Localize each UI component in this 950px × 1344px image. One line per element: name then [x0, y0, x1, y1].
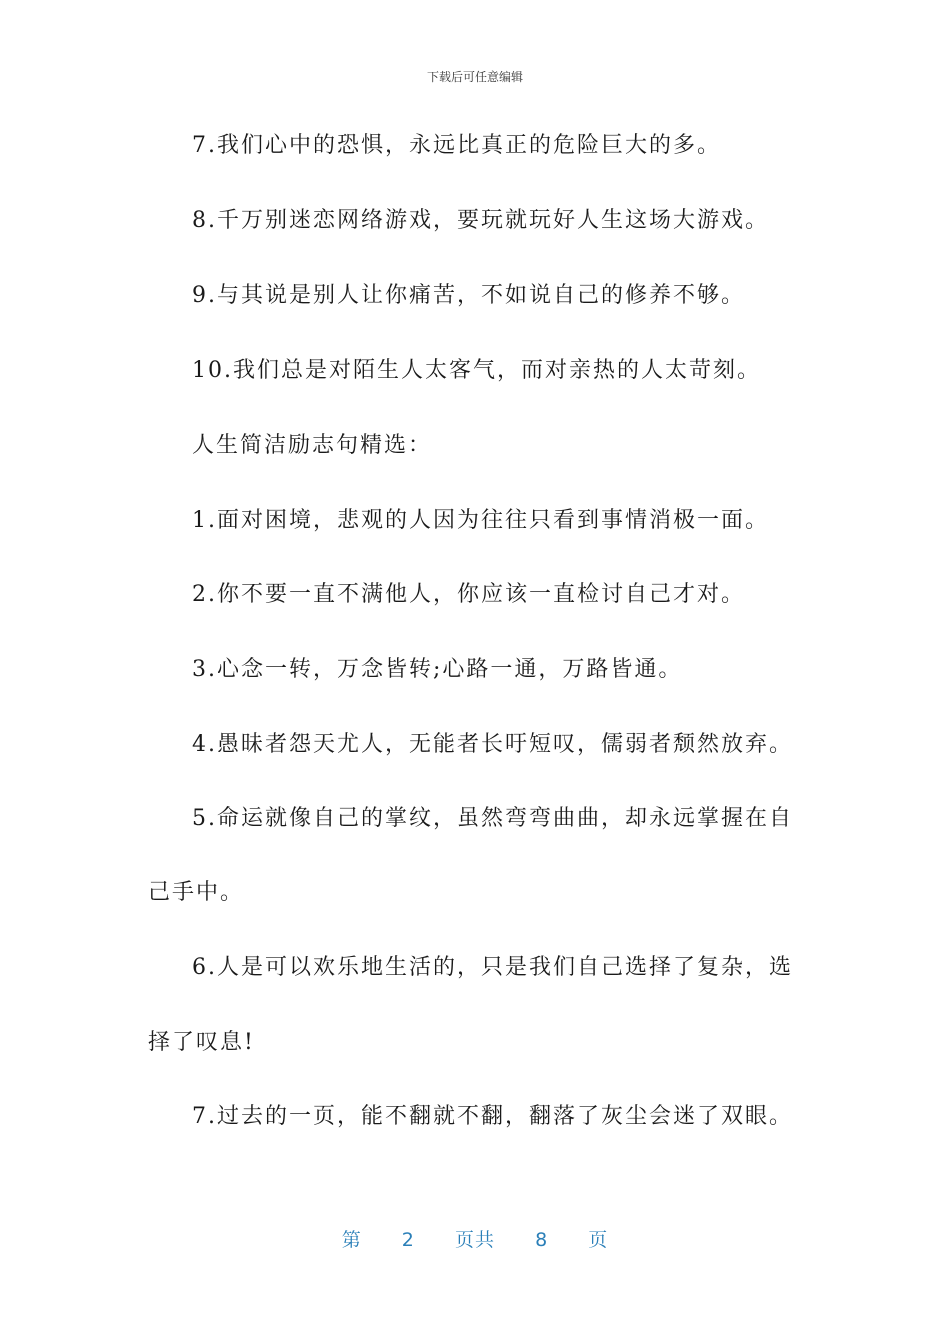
text-line: 1.面对困境，悲观的人因为往往只看到事情消极一面。 — [192, 508, 769, 533]
page-label-suffix: 页 — [588, 1229, 609, 1251]
text-line: 5.命运就像自己的掌纹，虽然弯弯曲曲，却永远掌握在自 — [192, 806, 793, 831]
text-line: 6.人是可以欢乐地生活的，只是我们自己选择了复杂，选 — [192, 955, 793, 980]
text-line: 10.我们总是对陌生人太客气，而对亲热的人太苛刻。 — [192, 358, 761, 383]
text-line: 2.你不要一直不满他人，你应该一直检讨自己才对。 — [192, 582, 745, 607]
section-heading: 人生简洁励志句精选： — [192, 433, 433, 458]
text-line: 9.与其说是别人让你痛苦，不如说自己的修养不够。 — [192, 283, 745, 308]
page-header: 下载后可任意编辑 — [426, 70, 523, 84]
page-label-mid: 页共 — [454, 1229, 495, 1251]
text-line: 择了叹息! — [148, 1030, 255, 1055]
current-page-number: 2 — [401, 1229, 415, 1251]
text-line: 7.过去的一页，能不翻就不翻，翻落了灰尘会迷了双眼。 — [192, 1104, 793, 1129]
text-line: 己手中。 — [148, 880, 245, 905]
text-line: 3.心念一转，万念皆转;心路一通，万路皆通。 — [192, 657, 683, 682]
text-line: 4.愚昧者怨天尤人，无能者长吁短叹，儒弱者颓然放弃。 — [192, 732, 793, 757]
text-line: 8.千万别迷恋网络游戏，要玩就玩好人生这场大游戏。 — [192, 208, 769, 233]
total-pages-number: 8 — [535, 1229, 549, 1251]
page-label-prefix: 第 — [341, 1229, 362, 1251]
text-line: 7.我们心中的恐惧，永远比真正的危险巨大的多。 — [192, 133, 721, 158]
page-footer — [0, 1225, 950, 1252]
